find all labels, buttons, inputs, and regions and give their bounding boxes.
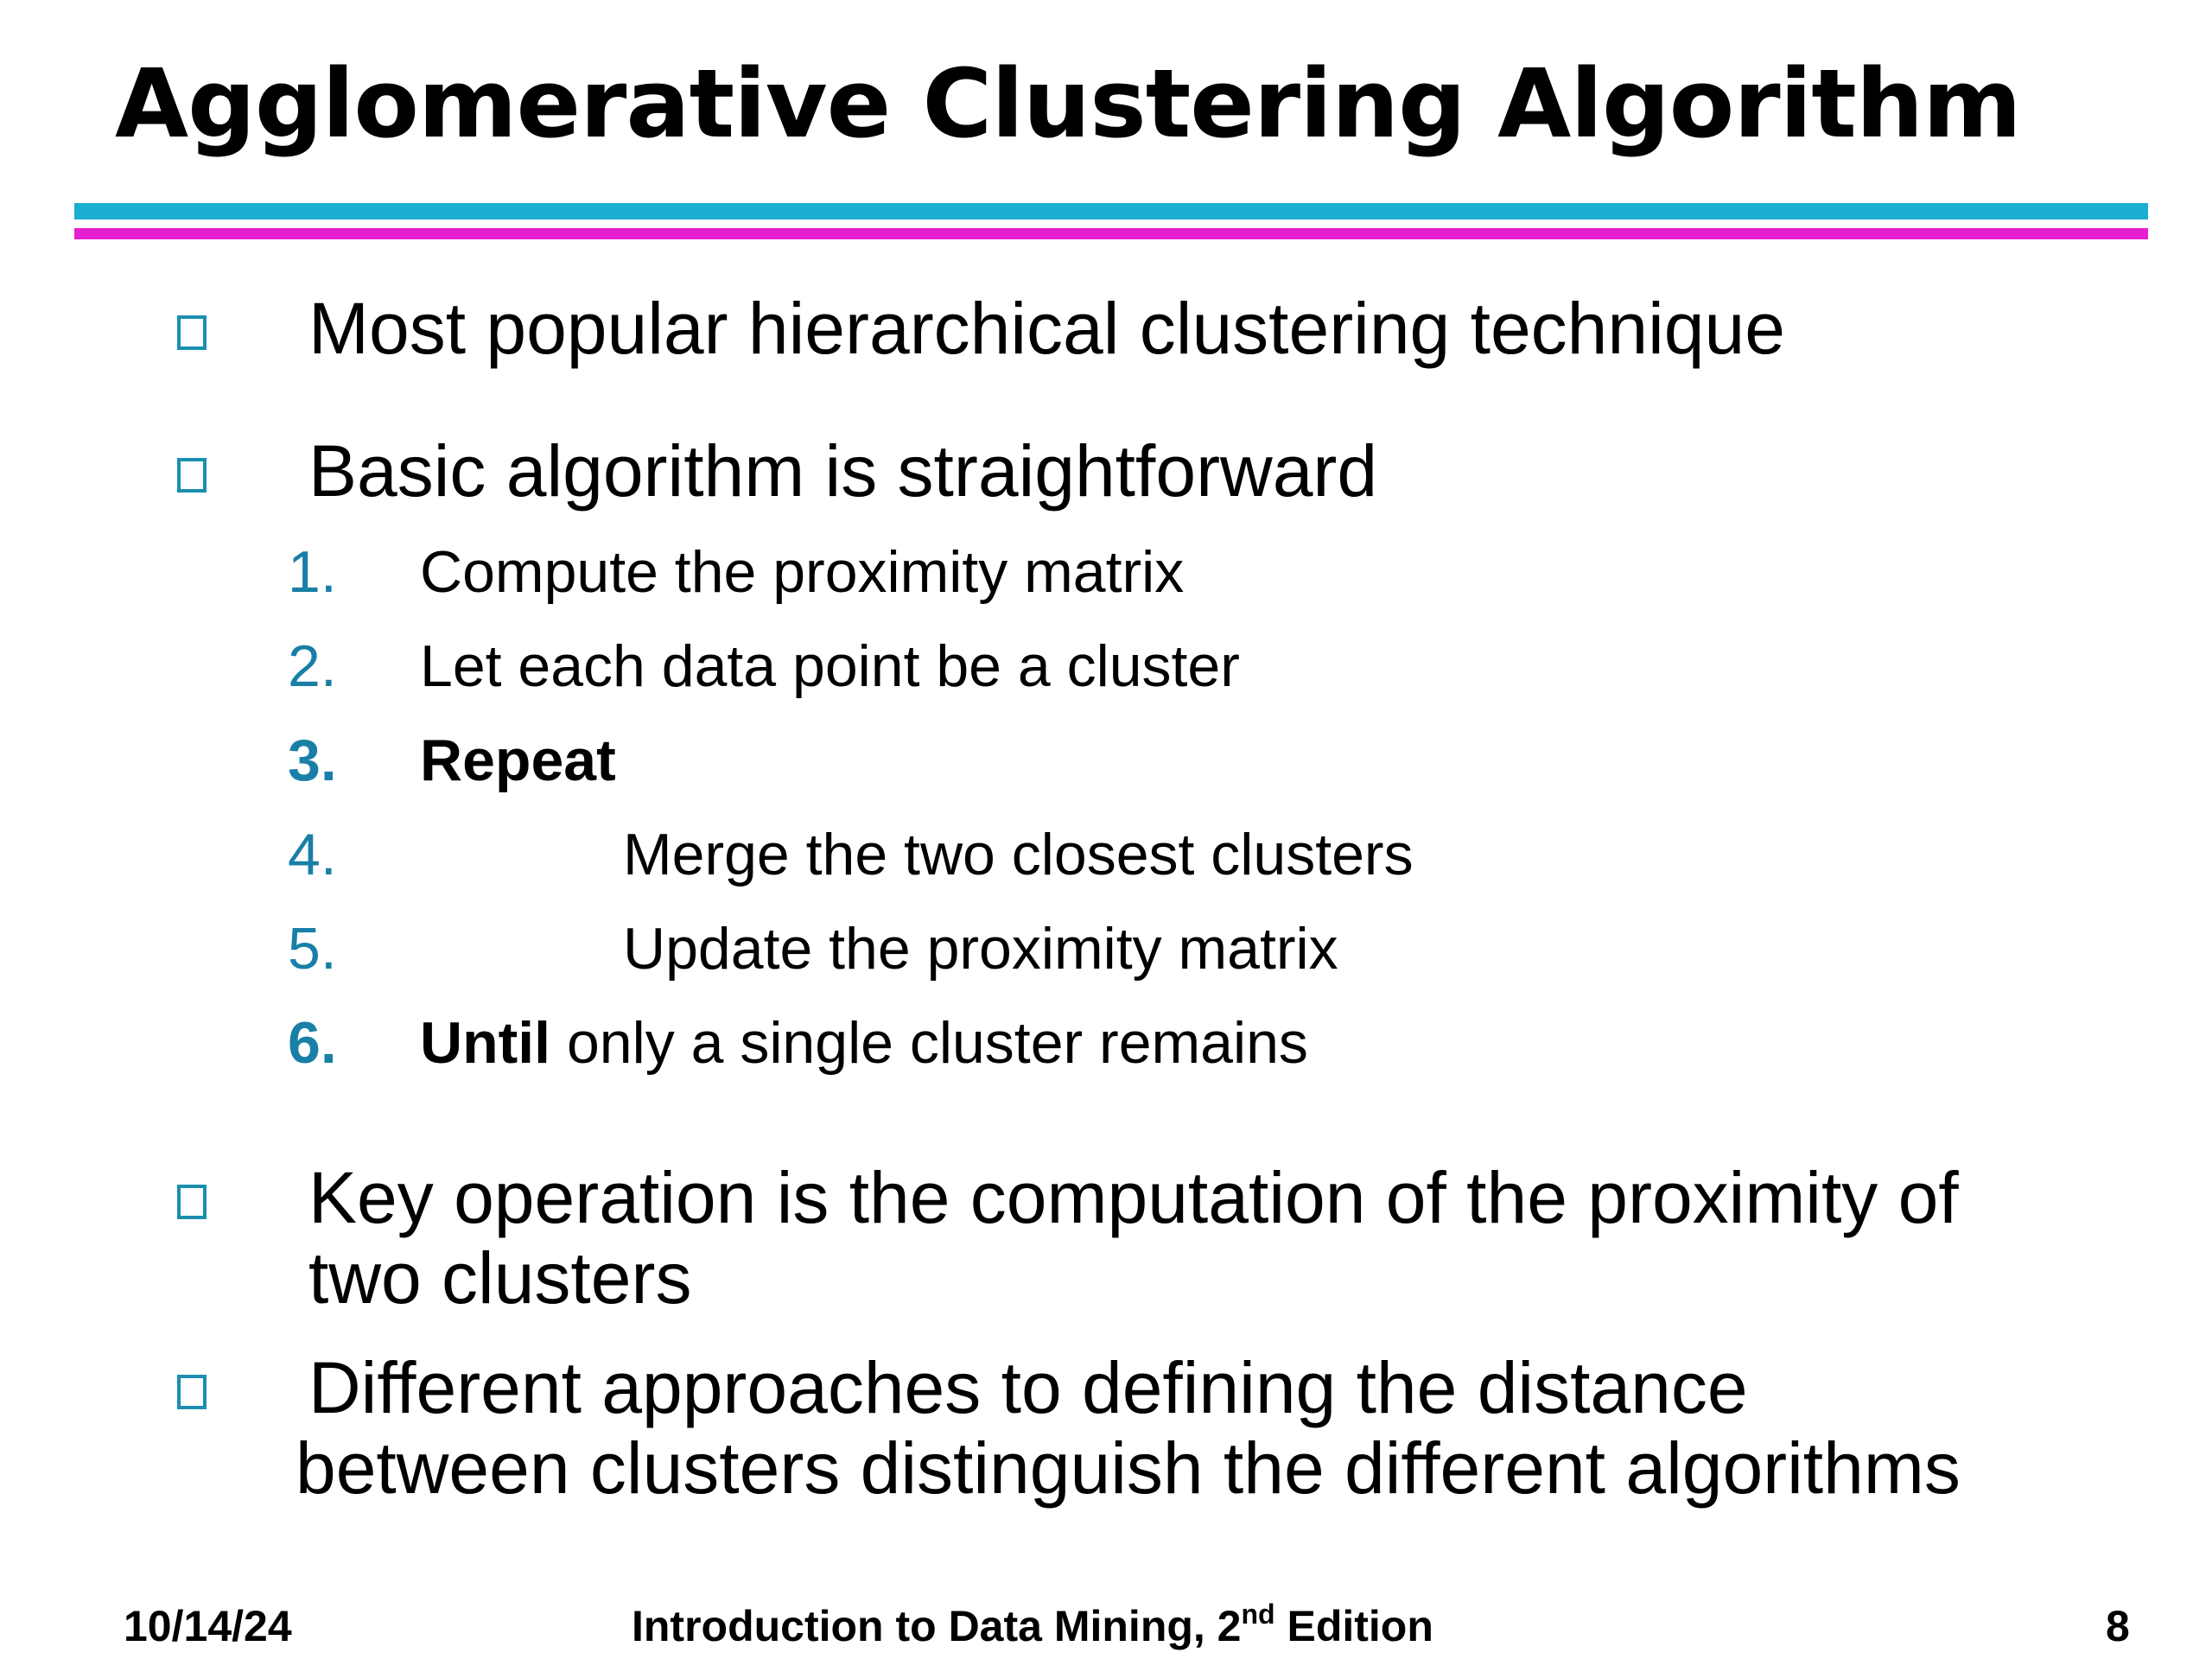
step-text: Merge the two closest clusters xyxy=(623,822,1414,887)
step-number: 2. xyxy=(288,633,337,699)
footer-book-title xyxy=(632,1600,1433,1652)
step-text: Let each data point be a cluster xyxy=(420,633,1240,699)
footer-book-sup: nd xyxy=(1241,1599,1275,1630)
square-bullet-icon xyxy=(177,1185,207,1219)
slide-title: Agglomerative Clustering Algorithm xyxy=(115,48,2021,159)
step-number: 4. xyxy=(288,822,337,887)
bullet-text-continuation: two clusters xyxy=(308,1237,692,1319)
step-text-rest: only a single cluster remains xyxy=(550,1010,1308,1076)
bullet-text: Most popular hierarchical clustering technique xyxy=(308,288,1785,369)
bullet-text: Basic algorithm is straightforward xyxy=(308,430,1378,512)
title-underline-cyan xyxy=(74,203,2148,219)
step-number: 5. xyxy=(288,916,337,982)
title-underline-magenta xyxy=(74,228,2148,239)
step-text: Repeat xyxy=(420,728,616,793)
step-number: 6. xyxy=(288,1010,337,1076)
bullet-text: Key operation is the computation of the proximity of xyxy=(308,1157,1959,1238)
bullet-text: Different approaches to defining the distance xyxy=(308,1347,1748,1428)
step-text: Compute the proximity matrix xyxy=(420,539,1185,605)
bullet-text-continuation: between clusters distinguish the different algorithms xyxy=(296,1427,1961,1509)
step-keyword: Until xyxy=(420,1010,551,1076)
footer-book-prefix: Introduction to Data Mining, 2 xyxy=(632,1602,1242,1650)
square-bullet-icon xyxy=(177,458,207,493)
step-text: Update the proximity matrix xyxy=(623,916,1338,982)
step-number: 3. xyxy=(288,728,337,793)
footer-date: 10/14/24 xyxy=(124,1602,292,1650)
square-bullet-icon xyxy=(177,315,207,350)
step-text xyxy=(420,1008,1308,1077)
footer-book-suffix: Edition xyxy=(1274,1602,1433,1650)
square-bullet-icon xyxy=(177,1375,207,1409)
footer-page-number: 8 xyxy=(2106,1602,2130,1650)
step-number: 1. xyxy=(288,539,337,605)
